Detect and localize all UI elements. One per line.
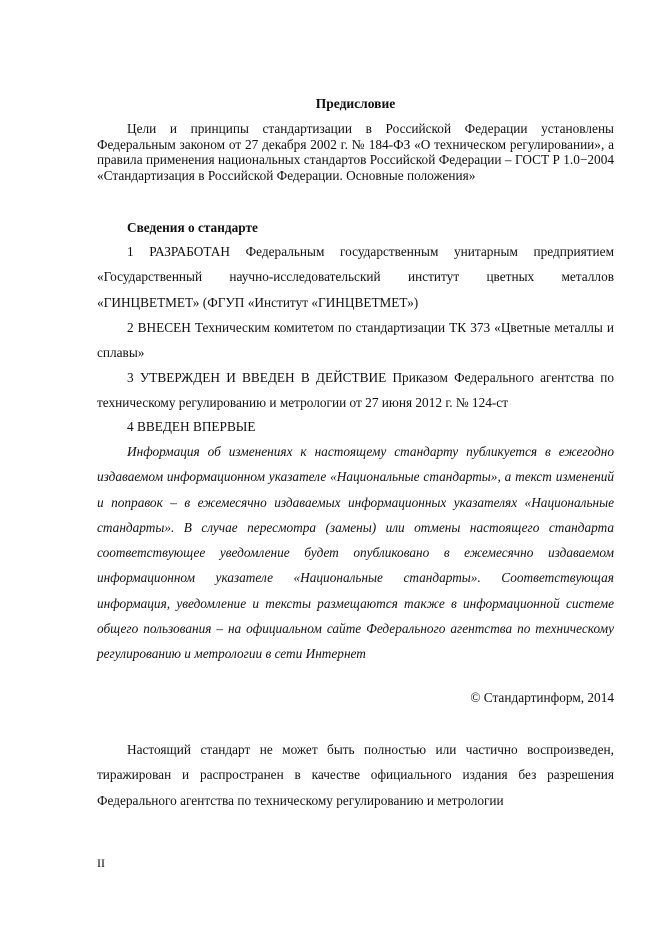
page-number: II [97, 856, 105, 870]
item-text: Техническим комитетом по стандартизации ТК 373 «Цветные металлы и сплавы» [97, 320, 614, 361]
page-title: Предисловие [315, 96, 396, 111]
info-heading: Сведения о стандарте [127, 220, 258, 235]
item-submitted [97, 315, 614, 366]
item-first-introduced [97, 414, 614, 439]
notice-paragraph: Информация об изменениях к настоящему стандарту публикуется в ежегодно издаваемом информационном указателе «Национальные стандарты», а текст изменений и поправок – в ежемесячно издаваемых информационных указателях «Национальные стандарты». В случае пересмотра (замены) или отмены настоящего стандарта соответствующее уведомление будет опубликовано в ежемесячно издаваемом информационном указателе «Национальные стандарты». Соответствующая информация, уведомление и тексты размещаются также в информационной системе общего пользования – на официальном сайте Федерального агентства по техническому регулированию и метрологии в сети Интернет [97, 444, 614, 662]
item-approved [97, 365, 614, 416]
copyright: © Стандартинформ, 2014 [470, 690, 614, 705]
item-text: Федеральным государственным унитарным предприятием «Государственный научно-исследовательский институт цветных металлов «ГИНЦВЕТМЕТ» (ФГУП «Институт «ГИНЦВЕТМЕТ») [97, 244, 614, 310]
intro-paragraph: Цели и принципы стандартизации в Российской Федерации установлены Федеральным законом от 27 декабря 2002 г. № 184-ФЗ «О техническом регулировании», а правила применения национальных стандартов Российской Федерации – ГОСТ Р 1.0−2004 «Стандартизация в Российской Федерации. Основные положения» [97, 121, 614, 183]
item-text: Приказом Федерального агентства по техническому регулированию и метрологии от 27 июня 2012 г. № 124-ст [97, 370, 614, 411]
item-lead: 2 ВНЕСЕН [127, 320, 191, 335]
item-lead: 3 УТВЕРЖДЕН И ВВЕДЕН В ДЕЙСТВИЕ [127, 370, 387, 385]
item-developed [97, 239, 614, 315]
item-lead: 1 РАЗРАБОТАН [127, 244, 231, 259]
reproduction-paragraph: Настоящий стандарт не может быть полностью или частично воспроизведен, тиражирован и распространен в качестве официального издания без разрешения Федерального агентства по техническому регулированию и метрологии [97, 742, 614, 808]
item-lead: 4 ВВЕДЕН ВПЕРВЫЕ [127, 419, 256, 434]
